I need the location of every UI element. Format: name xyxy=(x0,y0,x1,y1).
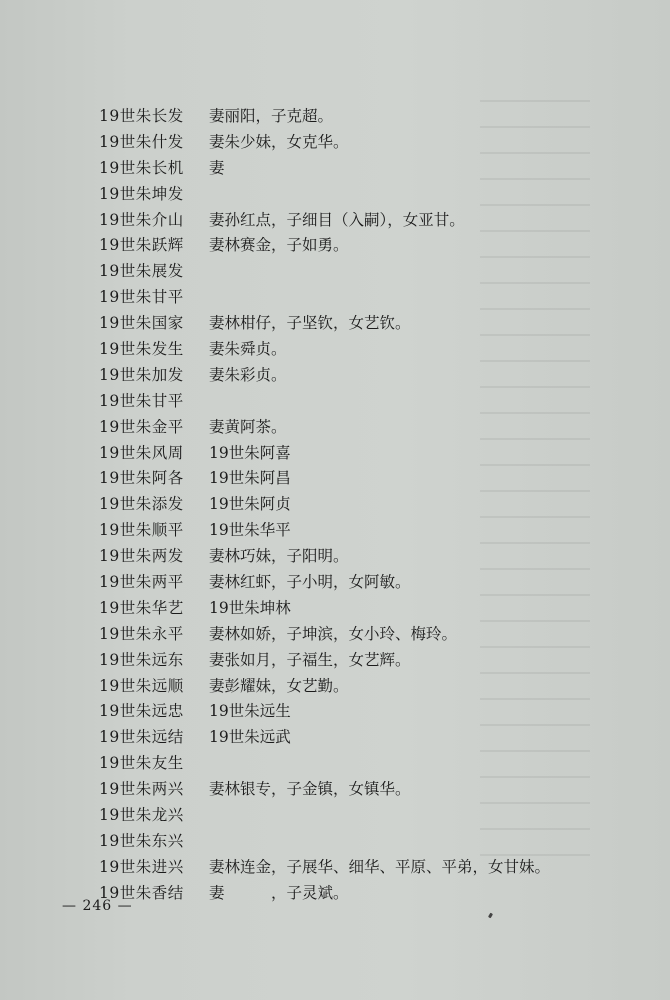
member-name: 19世朱香结 xyxy=(99,883,184,902)
member-name: 19世朱华艺 xyxy=(99,598,184,617)
genealogy-entry xyxy=(99,130,579,156)
genealogy-entry xyxy=(99,622,579,648)
genealogy-entry xyxy=(99,596,579,622)
member-name: 19世朱进兴 xyxy=(99,857,184,876)
genealogy-entry xyxy=(99,829,579,855)
member-detail: 妻林如娇，子坤滨，女小玲、梅玲。 xyxy=(209,624,458,643)
genealogy-list xyxy=(99,104,579,907)
member-name: 19世朱风周 xyxy=(99,443,184,462)
member-name: 19世朱龙兴 xyxy=(99,806,184,825)
genealogy-entry xyxy=(99,570,579,596)
member-name: 19世朱国家 xyxy=(99,314,184,333)
page-number: — 246 — xyxy=(62,898,133,914)
member-name: 19世朱远忠 xyxy=(99,702,184,721)
genealogy-entry xyxy=(99,337,579,363)
member-detail: 妻林连金，子展华、细华、平原、平弟，女甘妹。 xyxy=(209,857,551,876)
genealogy-entry xyxy=(99,259,579,285)
member-detail: 妻 xyxy=(209,158,225,177)
member-name: 19世朱介山 xyxy=(99,210,184,229)
genealogy-entry xyxy=(99,544,579,570)
member-name: 19世朱长机 xyxy=(99,158,184,177)
genealogy-entry xyxy=(99,311,579,337)
genealogy-entry xyxy=(99,699,579,725)
member-name: 19世朱添发 xyxy=(99,495,184,514)
genealogy-entry xyxy=(99,674,579,700)
genealogy-entry xyxy=(99,104,579,130)
genealogy-entry xyxy=(99,492,579,518)
genealogy-entry xyxy=(99,182,579,208)
member-name: 19世朱甘平 xyxy=(99,391,184,410)
genealogy-entry xyxy=(99,285,579,311)
member-detail: 19世朱远武 xyxy=(209,728,291,747)
member-name: 19世朱阿各 xyxy=(99,469,184,488)
genealogy-entry xyxy=(99,233,579,259)
member-name: 19世朱展发 xyxy=(99,262,184,281)
member-name: 19世朱甘平 xyxy=(99,288,184,307)
member-detail: 妻丽阳，子克超。 xyxy=(209,107,334,125)
member-detail: 妻孙红点，子细目（入嗣），女亚甘。 xyxy=(209,210,465,229)
member-name: 19世朱两发 xyxy=(99,547,184,566)
genealogy-entry xyxy=(99,803,579,829)
member-name: 19世朱友生 xyxy=(99,754,184,773)
member-name: 19世朱远结 xyxy=(99,728,184,747)
member-detail: 19世朱坤林 xyxy=(209,598,291,617)
genealogy-entry xyxy=(99,466,579,492)
genealogy-entry xyxy=(99,881,579,907)
member-detail: 妻 ，子灵斌。 xyxy=(209,883,349,902)
member-name: 19世朱远顺 xyxy=(99,676,184,695)
member-detail: 妻黄阿茶。 xyxy=(209,417,287,436)
paper-speck xyxy=(488,913,493,919)
member-detail: 19世朱华平 xyxy=(209,521,291,540)
member-name: 19世朱顺平 xyxy=(99,521,184,540)
genealogy-entry xyxy=(99,648,579,674)
member-name: 19世朱金平 xyxy=(99,417,184,436)
member-detail: 妻朱舜贞。 xyxy=(209,340,287,359)
member-name: 19世朱东兴 xyxy=(99,831,184,850)
member-detail: 妻朱彩贞。 xyxy=(209,365,287,384)
genealogy-entry xyxy=(99,389,579,415)
genealogy-entry xyxy=(99,415,579,441)
genealogy-entry xyxy=(99,725,579,751)
member-detail: 19世朱远生 xyxy=(209,702,291,721)
member-detail: 妻林红虾，子小明，女阿敏。 xyxy=(209,573,411,592)
genealogy-entry xyxy=(99,751,579,777)
member-name: 19世朱永平 xyxy=(99,624,184,643)
member-name: 19世朱两兴 xyxy=(99,780,184,799)
member-detail: 妻朱少妹，女克华。 xyxy=(209,132,349,151)
member-detail: 19世朱阿贞 xyxy=(209,495,291,514)
genealogy-entry xyxy=(99,855,579,881)
genealogy-entry xyxy=(99,441,579,467)
member-detail: 妻张如月，子福生，女艺辉。 xyxy=(209,650,411,669)
member-name: 19世朱跃辉 xyxy=(99,236,184,255)
member-detail: 妻林赛金，子如勇。 xyxy=(209,236,349,255)
member-name: 19世朱什发 xyxy=(99,132,184,151)
member-name: 19世朱发生 xyxy=(99,340,184,359)
member-name: 19世朱两平 xyxy=(99,573,184,592)
member-name: 19世朱坤发 xyxy=(99,184,184,203)
member-detail: 19世朱阿喜 xyxy=(209,443,291,462)
genealogy-entry xyxy=(99,363,579,389)
member-detail: 妻林巧妹，子阳明。 xyxy=(209,547,349,566)
genealogy-entry xyxy=(99,208,579,234)
member-detail: 妻彭耀妹，女艺勤。 xyxy=(209,676,349,695)
member-name: 19世朱加发 xyxy=(99,365,184,384)
member-detail: 妻林柑仔，子坚钦，女艺钦。 xyxy=(209,314,411,333)
member-name: 19世朱远东 xyxy=(99,650,184,669)
member-detail: 妻林银专，子金镇，女镇华。 xyxy=(209,780,411,799)
genealogy-entry xyxy=(99,518,579,544)
genealogy-entry xyxy=(99,777,579,803)
member-name: 19世朱长发 xyxy=(99,107,184,125)
genealogy-entry xyxy=(99,156,579,182)
member-detail: 19世朱阿昌 xyxy=(209,469,291,488)
